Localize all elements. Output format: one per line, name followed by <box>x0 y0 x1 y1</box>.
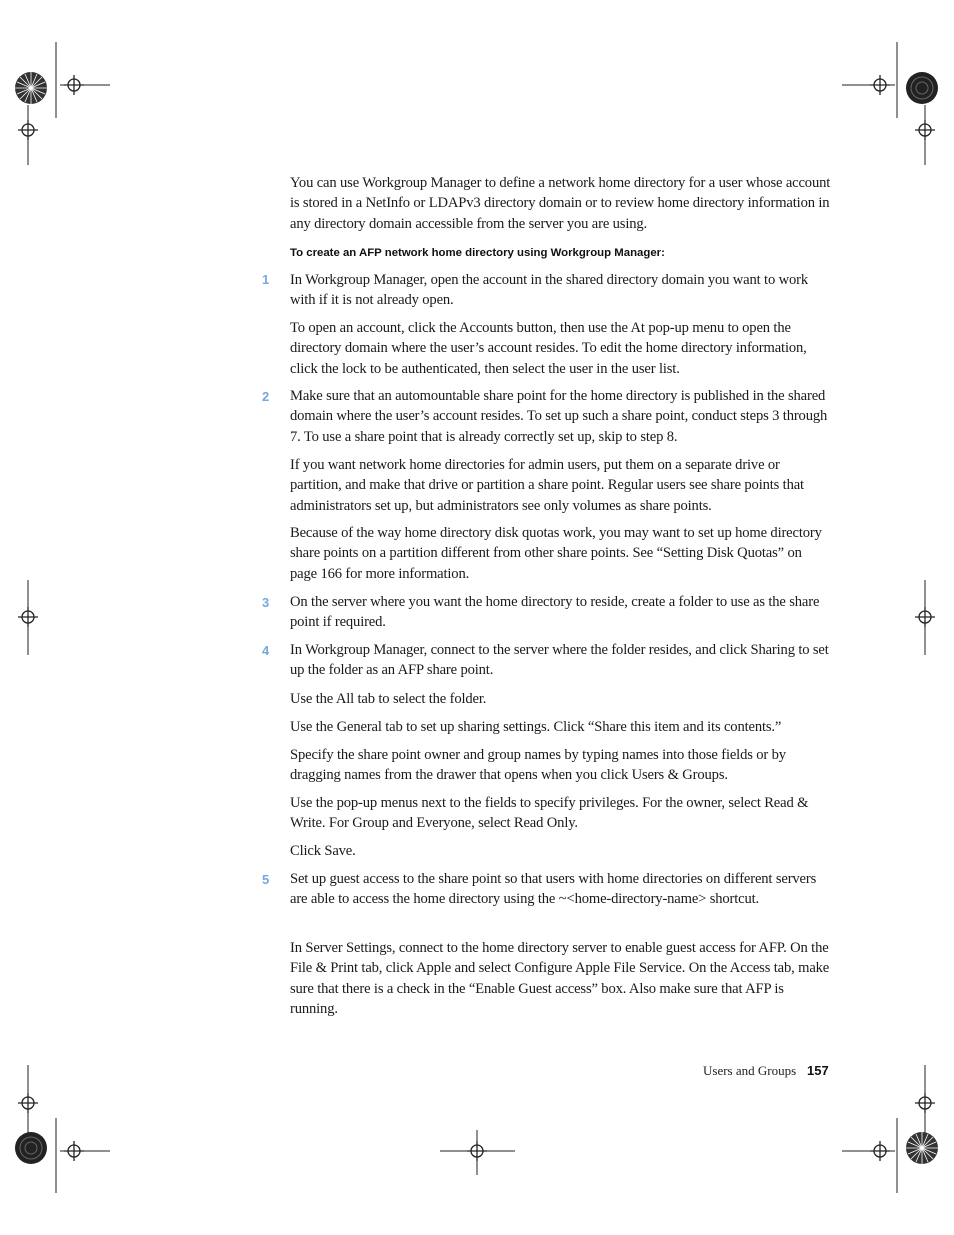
step-4-paragraph-5: Click Save. <box>290 843 356 859</box>
step-text <box>290 869 832 910</box>
step-paragraph <box>290 717 832 737</box>
step-3-text: On the server where you want the home directory to reside, create a folder to use as the share point if required. <box>290 594 820 631</box>
step-1-text: In Workgroup Manager, open the account in the shared directory domain you want to work with if it is not already open. <box>290 272 808 309</box>
step-2-paragraph-2: Because of the way home directory disk quotas work, you may want to set up home directory share points on a partition different from other share points. See “Setting Disk Quotas” on page 166 for more information. <box>290 525 822 582</box>
step-4-paragraph-3: Specify the share point owner and group names by typing names into those fields or by dragging names from the drawer that opens when you click Users & Groups. <box>290 747 786 784</box>
step-text <box>290 270 832 311</box>
step-paragraph <box>290 745 832 786</box>
step-4-text: In Workgroup Manager, connect to the server where the folder resides, and click Sharing to set up the folder as an AFP share point. <box>290 642 829 679</box>
procedure-heading: To create an AFP network home directory using Workgroup Manager: <box>290 247 665 259</box>
footer-section-title: Users and Groups <box>703 1063 797 1078</box>
step-2-text: Make sure that an automountable share point for the home directory is published in the shared domain where the user’s account resides. To set up such a share point, conduct steps 3 through 7. To use a share point that is already correctly set up, skip to step 8. <box>290 388 828 445</box>
step-5-paragraph-1: In Server Settings, connect to the home directory server to enable guest access for AFP. On the File & Print tab, click Apple and select Configure Apple File Service. On the Access tab, make sure that there is a check in the “Enable Guest access” box. Also make sure that AFP is running. <box>290 940 830 1017</box>
step-number: 2 <box>262 389 270 404</box>
step-paragraph <box>290 793 832 834</box>
intro-text: You can use Workgroup Manager to define a network home directory for a user whose account is stored in a NetInfo or LDAPv3 directory domain or to review home directory information in any directory domain accessible from the server you are using. <box>290 175 831 232</box>
step-4-paragraph-1: Use the All tab to select the folder. <box>290 691 487 707</box>
step-number: 5 <box>262 872 270 887</box>
step-4-paragraph-4: Use the pop-up menus next to the fields to specify privileges. For the owner, select Read & Write. For Group and Everyone, select Read Only. <box>290 795 809 832</box>
step-text <box>290 640 832 681</box>
step-paragraph <box>290 455 832 516</box>
step-5-text: Set up guest access to the share point so that users with home directories on different servers are able to access the home directory using the ~<home-directory-name> shortcut. <box>290 871 817 908</box>
page-number: 157 <box>807 1063 829 1078</box>
step-paragraph <box>290 689 832 709</box>
step-1-paragraph-1: To open an account, click the Accounts button, then use the At pop-up menu to open the directory domain where the user’s account resides. To edit the home directory information, click the lock to be authenticated, then select the user in the user list. <box>290 320 807 377</box>
step-text <box>290 386 832 447</box>
step-4-paragraph-2: Use the General tab to set up sharing settings. Click “Share this item and its contents.” <box>290 719 782 735</box>
step-paragraph <box>290 841 832 861</box>
step-text <box>290 592 832 633</box>
step-number: 1 <box>262 272 270 287</box>
step-2-paragraph-1: If you want network home directories for admin users, put them on a separate drive or partition, and make that drive or partition a share point. Regular users see share points that administrators set up, but administrators see only volumes as share points. <box>290 457 804 514</box>
step-paragraph <box>290 938 832 1019</box>
intro-paragraph <box>290 173 832 234</box>
step-paragraph <box>290 318 832 379</box>
step-paragraph <box>290 523 832 584</box>
step-number: 4 <box>262 643 270 658</box>
step-number: 3 <box>262 595 270 610</box>
